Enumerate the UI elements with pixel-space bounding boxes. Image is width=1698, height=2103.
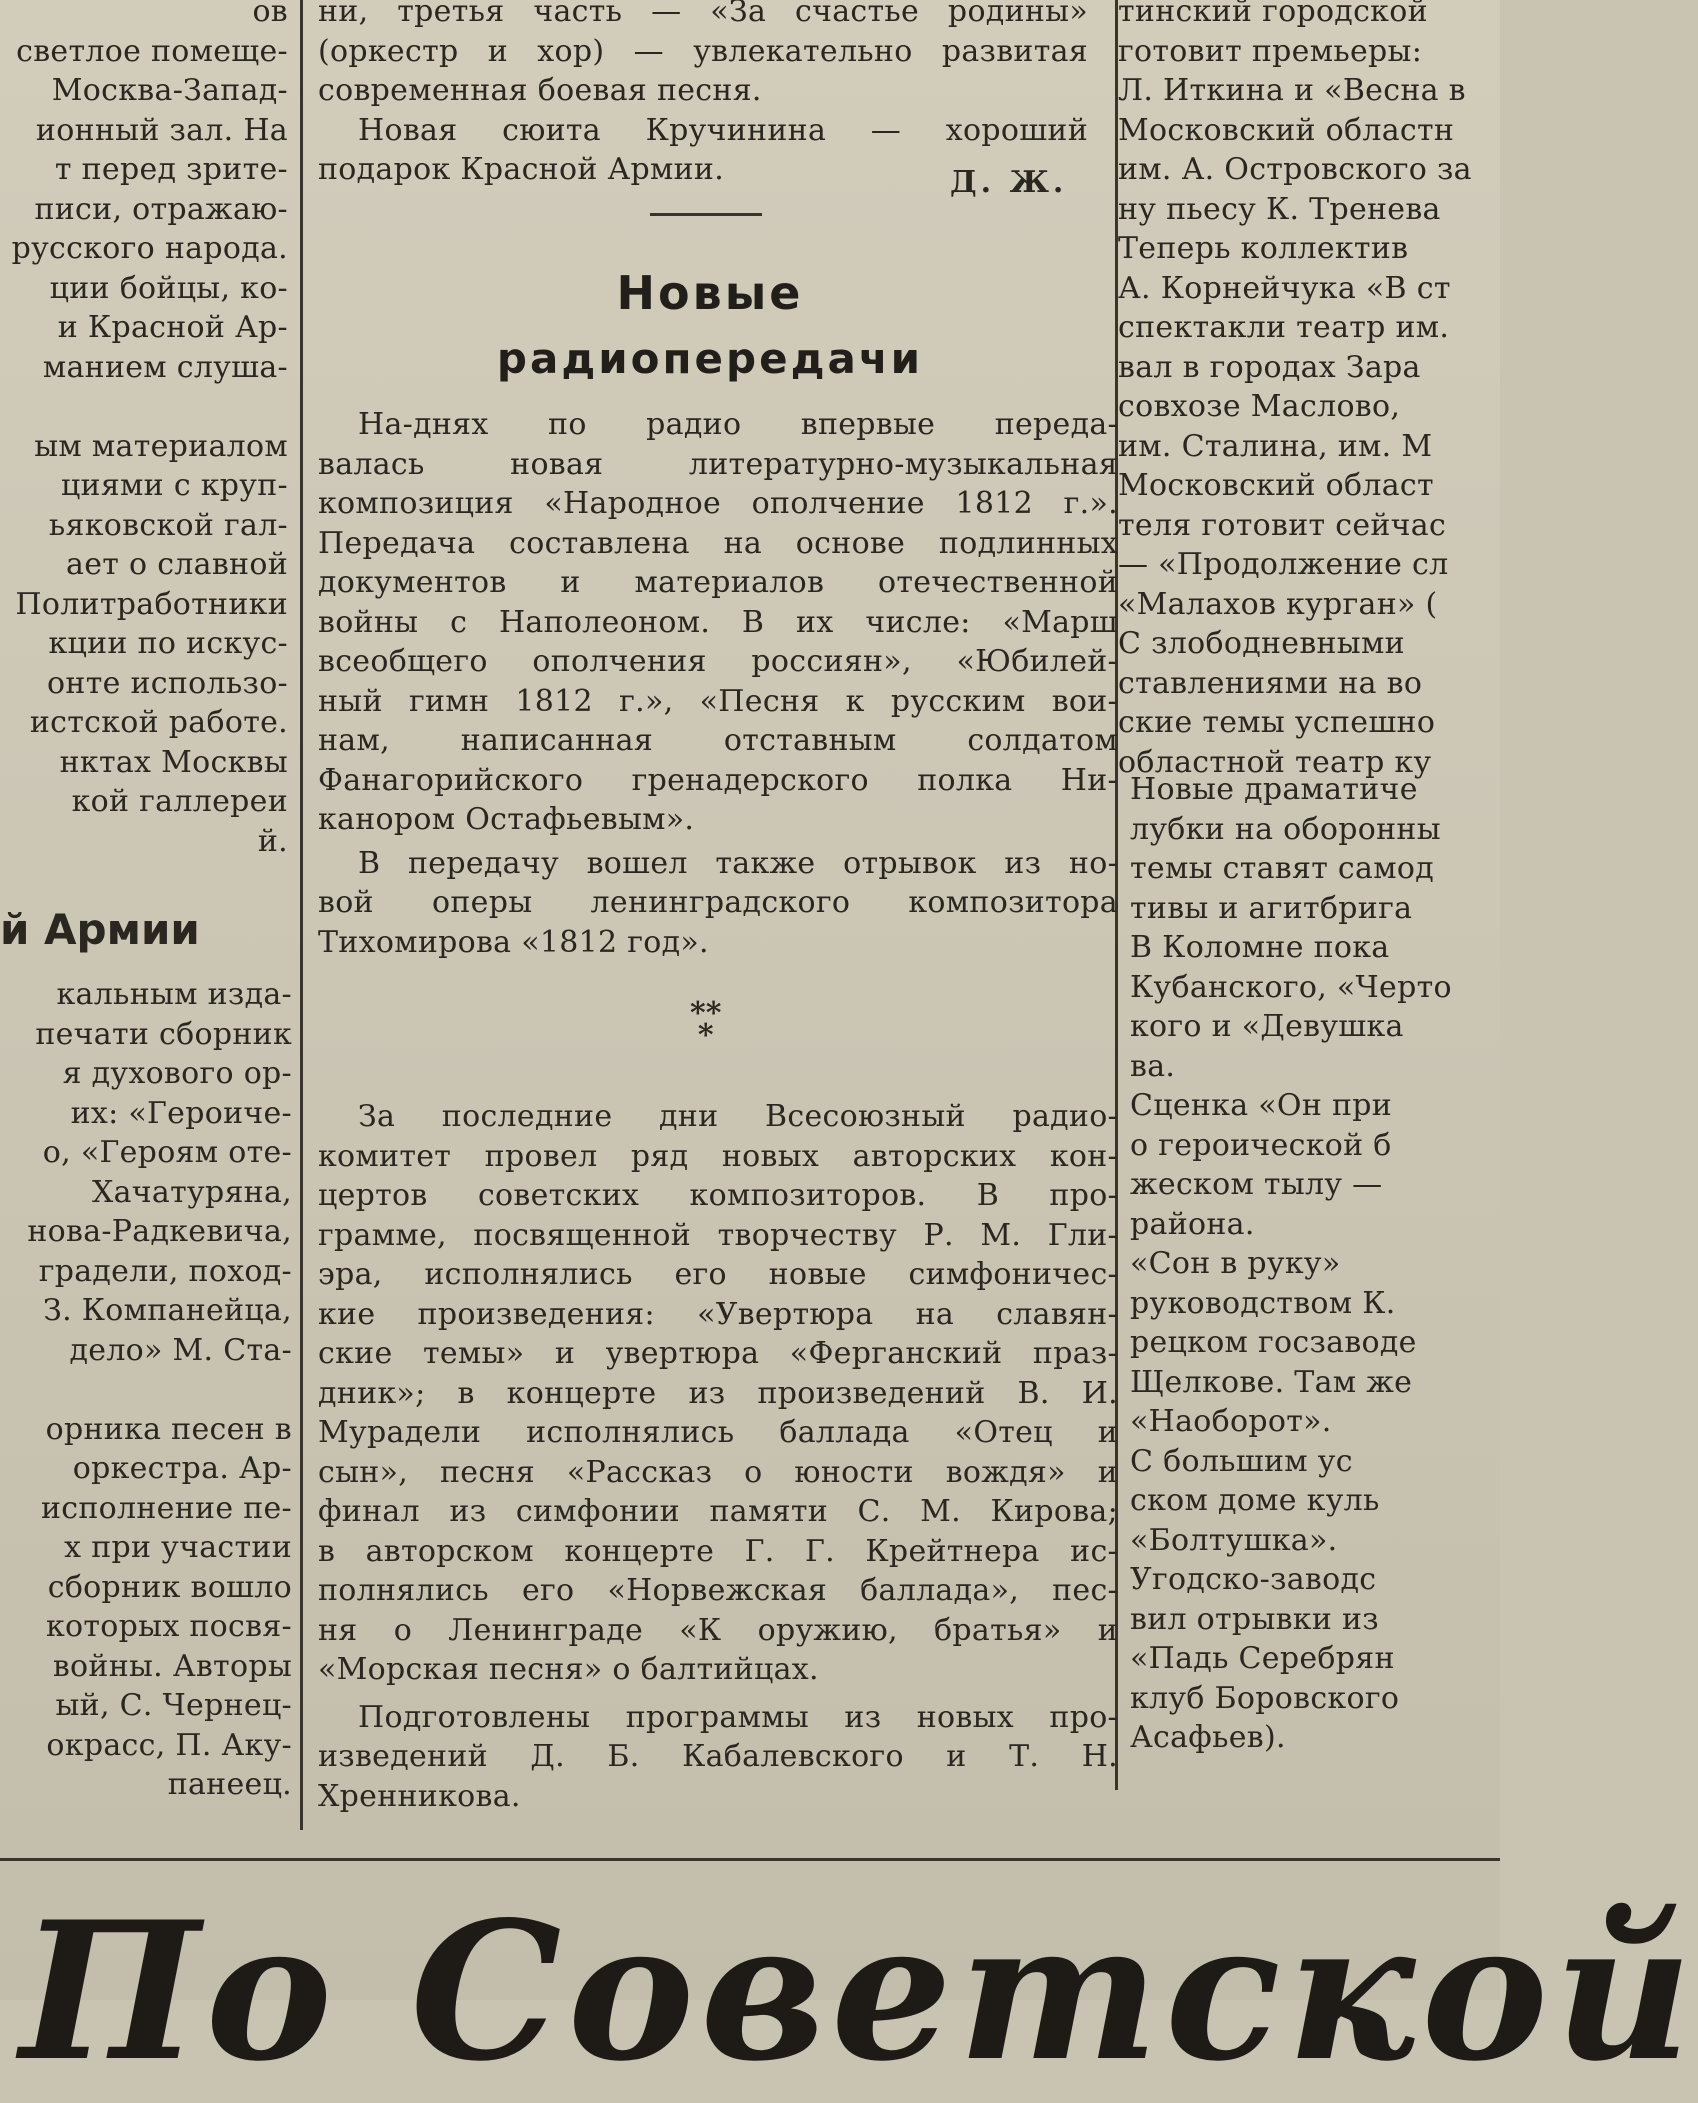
next-section-banner: По Советской	[20, 1880, 1698, 2103]
center-top-text	[318, 0, 1088, 190]
text-line: Политработники	[15, 586, 288, 622]
right-column-bottom-text	[1130, 770, 1500, 1758]
text-line: тинский городской	[1118, 0, 1428, 29]
text-line: канором Остафьевым».	[318, 802, 695, 837]
right-column-bottom	[1130, 770, 1500, 1790]
left-column-bottom-text	[0, 975, 292, 1805]
text-line: совхозе Маслово,	[1118, 389, 1401, 424]
text-line: ьяковской гал-	[48, 507, 288, 543]
headline-line1: Новые	[616, 266, 804, 320]
text-line: вой оперы ленинградского композитора	[318, 885, 1118, 920]
text-line	[0, 1370, 292, 1410]
text-line: — «Продолжение сл	[1118, 547, 1449, 582]
text-line: подарок Красной Армии.	[318, 152, 725, 187]
text-line: полнялись его «Норвежская баллада», пес-	[318, 1573, 1118, 1608]
author-signature: Д. Ж.	[950, 165, 1068, 200]
text-line: кции по искус-	[48, 626, 288, 661]
text-line: Хренникова.	[318, 1778, 521, 1814]
text-line: о, «Героям оте-	[42, 1135, 292, 1170]
text-line: кого и «Девушка	[1130, 1009, 1404, 1044]
text-line: ов	[252, 0, 288, 29]
text-line: рецком госзаводе	[1130, 1325, 1417, 1360]
text-line: ает о славной	[66, 547, 288, 582]
text-line: «Морская песня» о балтийцах.	[318, 1652, 819, 1687]
text-line: современная боевая песня.	[318, 73, 762, 108]
text-line: руководством К.	[1130, 1285, 1396, 1321]
text-line: Москва-Запад-	[51, 73, 288, 108]
text-line: тивы и агитбрига	[1130, 890, 1413, 926]
text-line: нктах Москвы	[59, 744, 288, 780]
text-line: нова-Радкевича,	[27, 1214, 292, 1249]
text-line: о героической б	[1130, 1127, 1392, 1163]
text-line: «Болтушка».	[1130, 1522, 1338, 1558]
text-line: ские темы» и увертюра «Ферганский праз-	[318, 1336, 1118, 1371]
right-column-top-text	[1118, 0, 1500, 782]
text-line: Угодско-заводс	[1130, 1562, 1377, 1597]
text-line: кальным изда-	[56, 977, 292, 1012]
article-paragraph-4	[318, 1698, 1118, 1817]
text-line: Теперь коллектив	[1118, 231, 1409, 266]
text-line: областной театр ку	[1118, 744, 1432, 780]
text-line: Щелкове. Там же	[1130, 1364, 1413, 1400]
text-line: орника песен в	[45, 1411, 292, 1447]
text-line: Кубанского, «Черто	[1130, 969, 1452, 1005]
text-line: русского народа.	[11, 231, 288, 266]
text-line: вал в городах Зара	[1118, 349, 1421, 385]
text-line: жеском тылу —	[1130, 1167, 1383, 1202]
text-line: нам, написанная отставным солдатом	[318, 723, 1118, 758]
text-line: им. А. Островского за	[1118, 152, 1472, 187]
article-paragraph-3	[318, 1097, 1118, 1690]
text-line: панеец.	[167, 1767, 292, 1802]
text-line: истской работе.	[29, 705, 288, 740]
text-line: Московский област	[1118, 468, 1434, 503]
right-column	[1118, 0, 1500, 780]
text-line: ские темы успешно	[1118, 705, 1436, 740]
text-line: (оркестр и хор) — увлекательно развитая	[318, 33, 1088, 69]
text-line: валась новая литературно-музыкальная	[318, 446, 1118, 482]
text-line: всеобщего ополчения россиян», «Юбилей-	[318, 644, 1118, 679]
text-line: Передача составлена на основе подлинных	[318, 525, 1118, 561]
text-line: оркестра. Ар-	[72, 1451, 292, 1486]
text-line: сборник вошло	[47, 1569, 292, 1605]
text-line: окрасс, П. Аку-	[46, 1727, 292, 1763]
article-divider	[650, 213, 762, 216]
text-line: ва.	[1130, 1048, 1176, 1084]
banner-top-rule	[0, 1858, 1500, 1861]
text-line: циями с круп-	[60, 468, 288, 503]
text-line: сын», песня «Рассказ о юности вождя» и	[318, 1454, 1118, 1490]
text-line: Мурадели исполнялись баллада «Отец и	[318, 1415, 1118, 1450]
headline-line2: радиопередачи	[496, 334, 924, 383]
left-column	[0, 0, 288, 892]
text-line: ый, С. Чернец-	[55, 1688, 292, 1723]
text-line: Сценка «Он при	[1130, 1088, 1393, 1123]
text-line: ну пьесу К. Тренева	[1118, 191, 1441, 227]
text-line: ставлениями на во	[1118, 665, 1423, 701]
text-line: С большим ус	[1130, 1443, 1353, 1479]
text-line: Л. Иткина и «Весна в	[1118, 73, 1466, 108]
text-line: композиция «Народное ополчение 1812 г.».	[318, 486, 1118, 521]
text-line: теля готовит сейчас	[1118, 507, 1447, 543]
text-line: й.	[257, 823, 288, 859]
text-line: войны с Наполеоном. В их числе: «Марш	[318, 604, 1118, 640]
text-line: ым материалом	[34, 428, 288, 464]
text-line: Подготовлены программы из новых про-	[358, 1699, 1118, 1735]
text-line: ции бойцы, ко-	[49, 270, 288, 306]
text-line: кой галлереи	[71, 784, 288, 819]
section-heading-left: й Армии	[0, 905, 200, 954]
text-line: финал из симфонии памяти С. М. Кирова;	[318, 1494, 1118, 1529]
text-line: которых посвя-	[45, 1609, 292, 1644]
text-line: цертов советских композиторов. В про-	[318, 1178, 1118, 1213]
text-line: «Наоборот».	[1130, 1404, 1332, 1439]
text-line: клуб Боровского	[1130, 1680, 1400, 1716]
text-line: манием слуша-	[42, 349, 288, 385]
text-line: печати сборник	[35, 1016, 292, 1052]
text-line: темы ставят самод	[1130, 851, 1434, 886]
article-paragraph-2	[318, 844, 1118, 963]
text-line: «Малахов курган» (	[1118, 586, 1438, 622]
text-line: Новые драматиче	[1130, 772, 1418, 807]
text-line: спектакли театр им.	[1118, 310, 1450, 345]
text-line: и Красной Ар-	[57, 310, 288, 345]
radio-article-body	[318, 405, 1118, 1845]
text-line: писи, отражаю-	[34, 191, 288, 227]
text-line: градели, поход-	[38, 1253, 292, 1289]
text-line: района.	[1130, 1206, 1255, 1242]
text-line: С злободневными	[1118, 626, 1405, 661]
text-line: Фанагорийского гренадерского полка Ни-	[318, 762, 1118, 798]
text-line: войны. Авторы	[52, 1648, 292, 1684]
text-line: грамме, посвященной творчеству Р. М. Гли-	[318, 1217, 1118, 1253]
text-line: Новая сюита Кручинина — хороший	[358, 112, 1088, 148]
text-line: вил отрывки из	[1130, 1601, 1379, 1637]
text-line: Хачатуряна,	[91, 1174, 292, 1210]
text-line: Асафьев).	[1130, 1720, 1286, 1755]
text-line: ионный зал. На	[35, 112, 288, 148]
text-line: им. Сталина, им. М	[1118, 428, 1433, 464]
text-line: комитет провел ряд новых авторских кон-	[318, 1138, 1118, 1174]
text-line: А. Корнейчука «В ст	[1118, 270, 1451, 306]
left-column-bottom	[0, 975, 292, 1835]
asterism-separator: ** *	[690, 996, 722, 1053]
text-line: ня о Ленинграде «К оружию, братья» и	[318, 1612, 1118, 1648]
text-line: дник»; в концерте из произведений В. И.	[318, 1375, 1118, 1411]
text-line	[0, 387, 288, 427]
text-line: В передачу вошел также отрывок из но-	[358, 845, 1118, 881]
text-line: лубки на оборонны	[1130, 811, 1441, 847]
text-line: х при участии	[64, 1530, 292, 1565]
text-line: исполнение пе-	[40, 1490, 292, 1526]
text-line: «Сон в руку»	[1130, 1246, 1341, 1281]
text-line: кие произведения: «Увертюра на славян-	[318, 1296, 1118, 1332]
text-line: За последние дни Всесоюзный радио-	[358, 1099, 1118, 1134]
text-line: в авторском концерте Г. Г. Крейтнера ис-	[318, 1533, 1118, 1569]
text-line: готовит премьеры:	[1118, 33, 1423, 69]
text-line: ском доме куль	[1130, 1483, 1380, 1518]
text-line: их: «Героиче-	[70, 1095, 292, 1131]
text-line: ни, третья часть — «За счастье родины»	[318, 0, 1088, 29]
text-line: изведений Д. Б. Кабалевского и Т. Н.	[318, 1739, 1118, 1774]
text-line: ный гимн 1812 г.», «Песня к русским вои-	[318, 683, 1118, 719]
left-column-top-text	[0, 0, 288, 861]
text-line: я духового ор-	[62, 1056, 292, 1091]
text-line: На-днях по радио впервые переда-	[358, 407, 1118, 442]
text-line: документов и материалов отечественной	[318, 565, 1118, 600]
text-line: светлое помеще-	[16, 33, 288, 69]
text-line: т перед зрите-	[54, 152, 288, 187]
text-line: В Коломне пока	[1130, 930, 1390, 965]
text-line: Тихомирова «1812 год».	[318, 924, 709, 960]
text-line: «Падь Серебрян	[1130, 1641, 1395, 1676]
text-line: Московский областн	[1118, 112, 1455, 148]
text-line: дело» М. Ста-	[69, 1332, 292, 1368]
text-line: онте использо-	[47, 665, 288, 701]
text-line: З. Компанейца,	[43, 1293, 292, 1328]
text-line: эра, исполнялись его новые симфоничес-	[318, 1257, 1118, 1292]
article-paragraph-1	[318, 405, 1118, 840]
